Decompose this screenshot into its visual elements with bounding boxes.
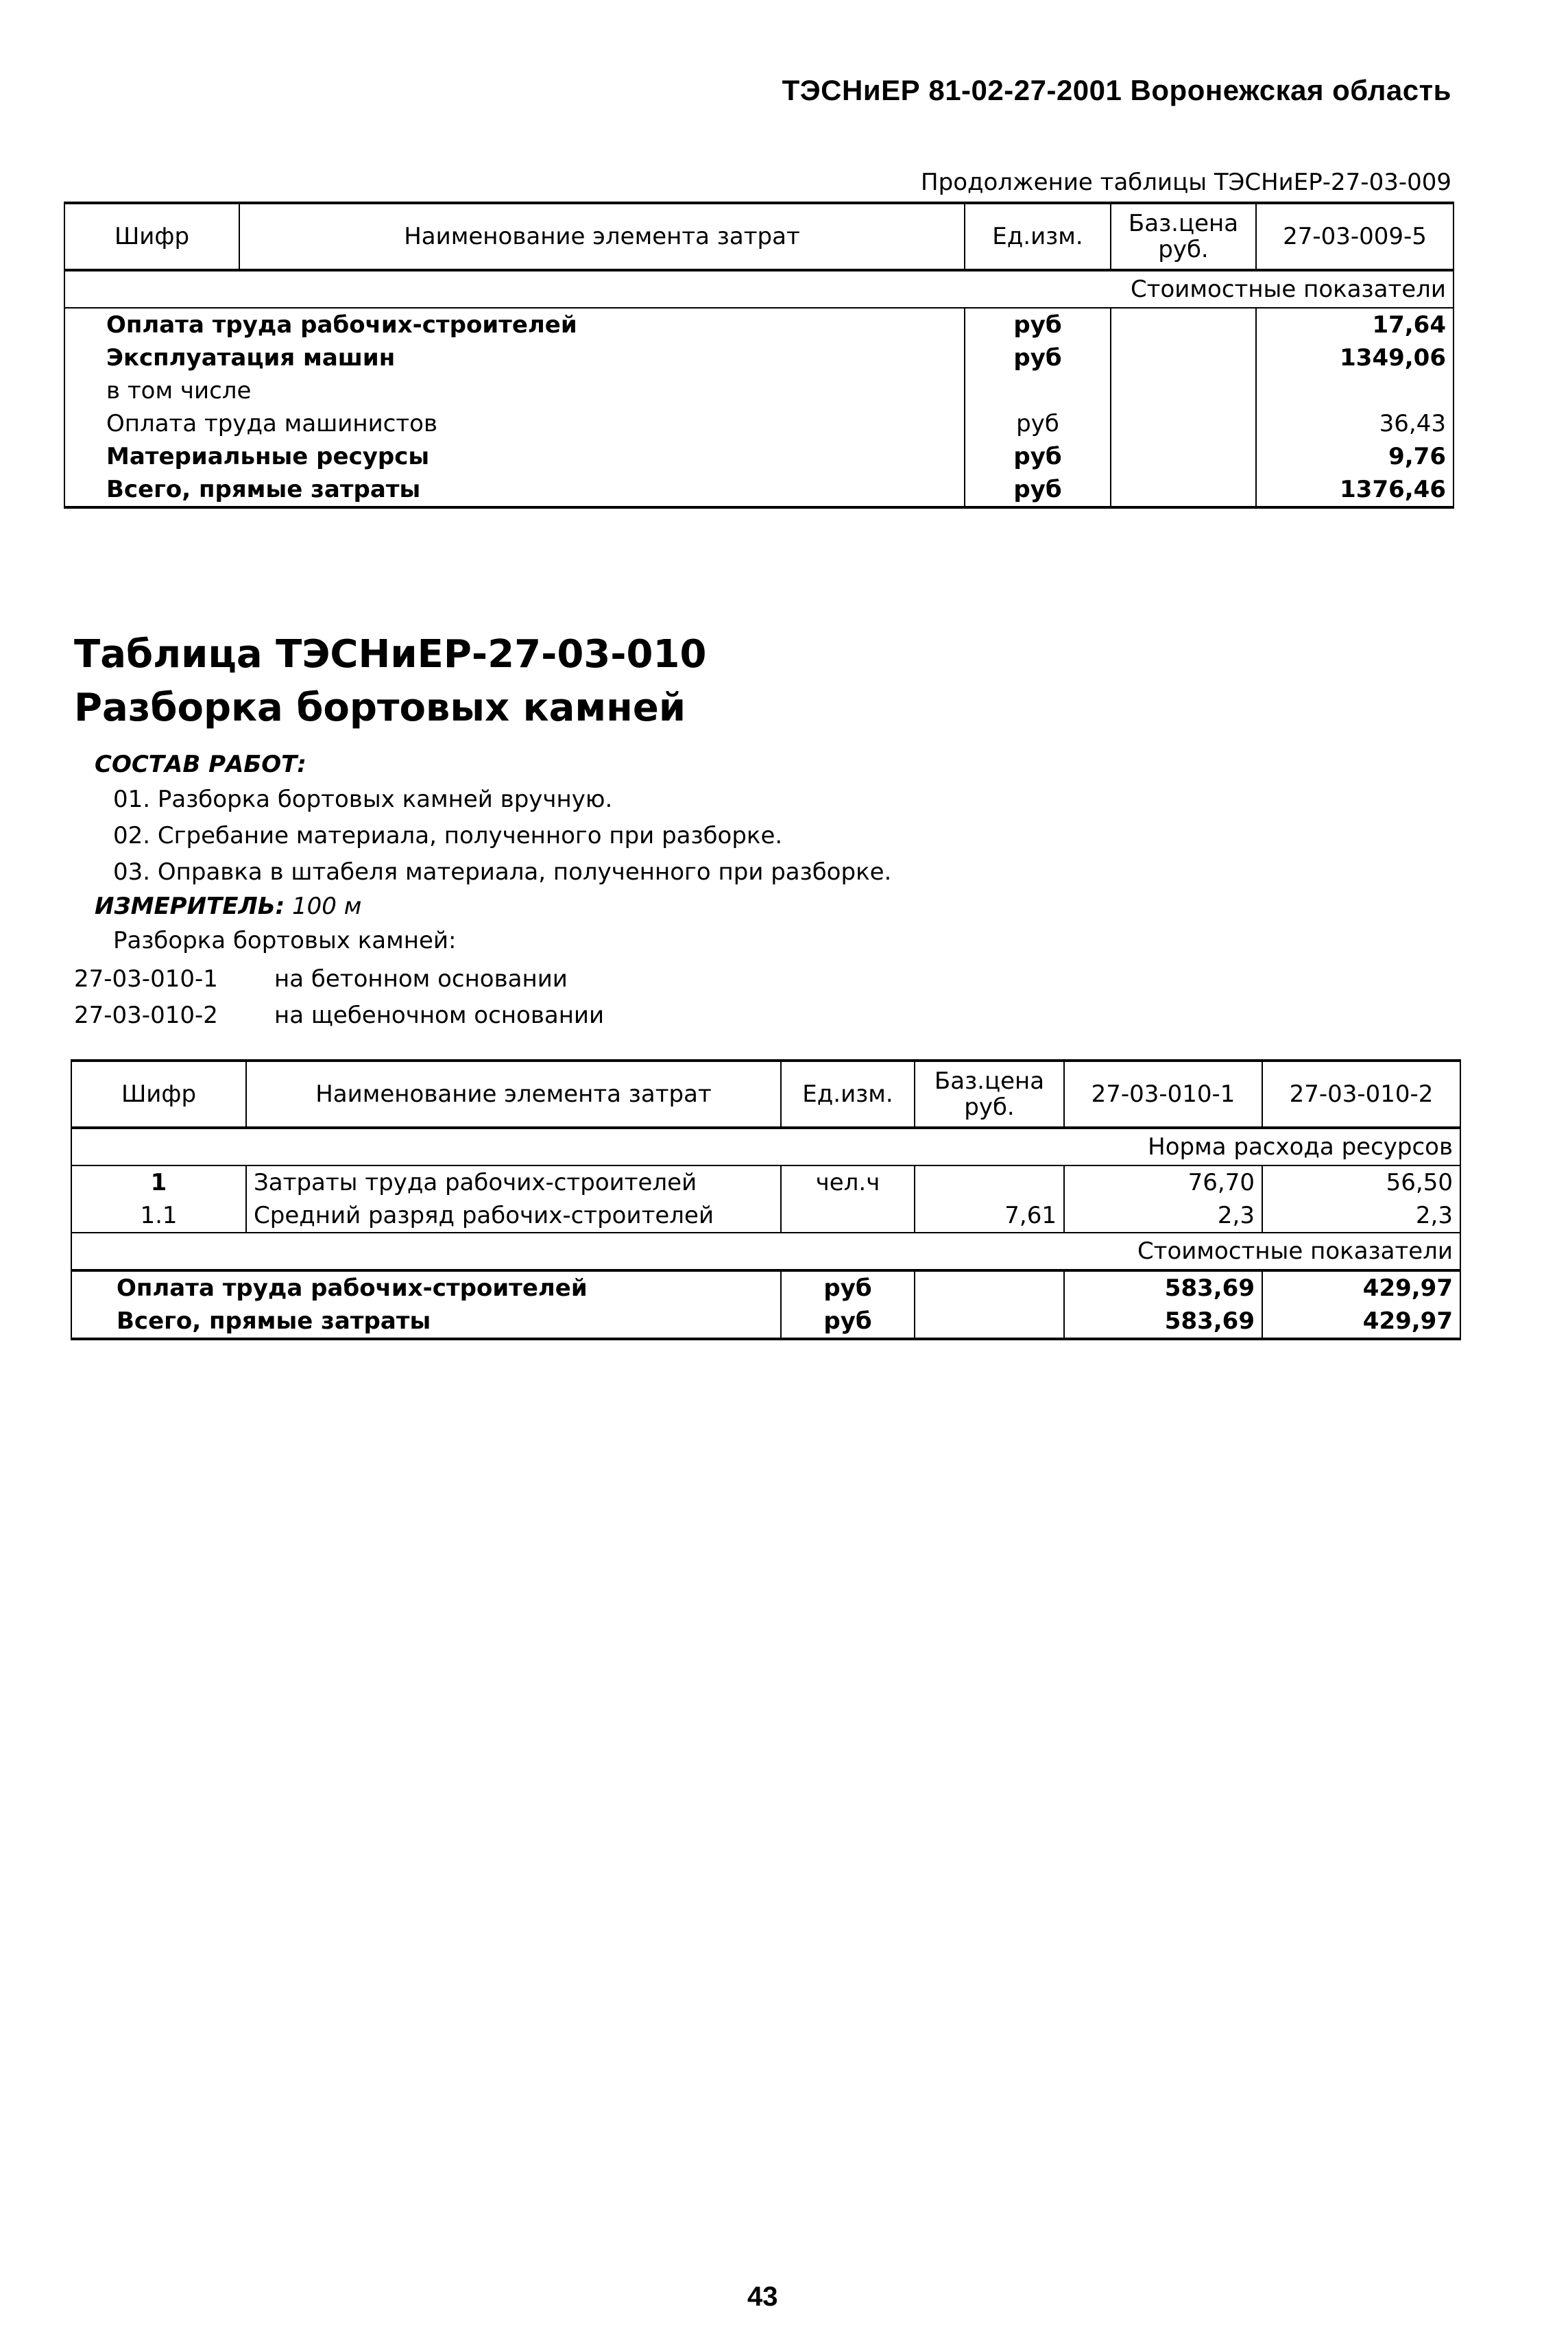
row-unit: руб <box>965 308 1111 341</box>
col-header-unit: Ед.изм. <box>781 1061 915 1128</box>
row-price: 7,61 <box>915 1199 1064 1233</box>
section-row <box>64 270 1454 308</box>
row-name: в том числе <box>64 374 965 407</box>
section-label: Норма расхода ресурсов <box>71 1128 1460 1165</box>
row-unit <box>965 374 1111 407</box>
row-value-2: 2,3 <box>1262 1199 1460 1233</box>
row-unit: руб <box>965 440 1111 473</box>
table-row <box>64 341 1454 374</box>
row-value-2: 429,97 <box>1262 1305 1460 1339</box>
row-price <box>1111 407 1256 440</box>
section-label: Стоимостные показатели <box>71 1233 1460 1270</box>
row-unit <box>781 1199 915 1233</box>
table-row <box>64 473 1454 507</box>
row-price <box>915 1305 1064 1339</box>
row-price <box>1111 308 1256 341</box>
variant-desc: на бетонном основании <box>274 965 568 993</box>
col-header-code: Шифр <box>71 1061 246 1128</box>
row-price <box>1111 341 1256 374</box>
row-name: Материальные ресурсы <box>64 440 965 473</box>
row-name: Оплата труда рабочих-строителей <box>71 1270 781 1305</box>
col-header-code: Шифр <box>64 203 239 270</box>
row-unit: чел.ч <box>781 1165 915 1199</box>
variants-intro: Разборка бортовых камней: <box>113 927 457 954</box>
row-name: Всего, прямые затраты <box>64 473 965 507</box>
row-price <box>915 1270 1064 1305</box>
row-price <box>915 1165 1064 1199</box>
row-unit: руб <box>781 1305 915 1339</box>
work-item: 02. Сгребание материала, полученного при разборке. <box>113 822 783 849</box>
meter-value: 100 м <box>292 893 362 920</box>
col-header-variant: 27-03-009-5 <box>1256 203 1454 270</box>
row-unit: руб <box>965 473 1111 507</box>
row-price <box>1111 374 1256 407</box>
row-value: 1349,06 <box>1256 341 1454 374</box>
col-header-name: Наименование элемента затрат <box>239 203 965 270</box>
table-row <box>64 440 1454 473</box>
works-label: СОСТАВ РАБОТ: <box>95 751 306 778</box>
table-header-row <box>64 203 1454 270</box>
table-row <box>71 1199 1460 1233</box>
table-header-row <box>71 1061 1460 1128</box>
row-code: 1 <box>71 1165 246 1199</box>
table-row <box>71 1305 1460 1339</box>
meter-line <box>95 893 361 920</box>
row-value: 9,76 <box>1256 440 1454 473</box>
row-name: Эксплуатация машин <box>64 341 965 374</box>
row-name: Средний разряд рабочих-строителей <box>246 1199 781 1233</box>
work-item: 03. Оправка в штабеля материала, полученного при разборке. <box>113 858 892 886</box>
row-value-2: 56,50 <box>1262 1165 1460 1199</box>
col-header-variant-2: 27-03-010-2 <box>1262 1061 1460 1128</box>
row-name: Затраты труда рабочих-строителей <box>246 1165 781 1199</box>
section-label: Стоимостные показатели <box>64 270 1454 308</box>
row-unit: руб <box>965 407 1111 440</box>
row-value-1: 583,69 <box>1064 1270 1262 1305</box>
row-unit: руб <box>781 1270 915 1305</box>
work-item: 01. Разборка бортовых камней вручную. <box>113 786 613 813</box>
row-name: Оплата труда машинистов <box>64 407 965 440</box>
col-header-name: Наименование элемента затрат <box>246 1061 781 1128</box>
cost-table-27-03-009 <box>64 202 1454 509</box>
table-subtitle: Разборка бортовых камней <box>74 686 686 730</box>
document-header: ТЭСНиЕР 81-02-27-2001 Воронежская область <box>782 74 1451 106</box>
row-price <box>1111 440 1256 473</box>
row-name: Всего, прямые затраты <box>71 1305 781 1339</box>
works-list <box>113 782 891 891</box>
variant-item <box>74 961 604 998</box>
variants-list <box>74 961 604 1034</box>
table-row <box>64 374 1454 407</box>
row-value-1: 2,3 <box>1064 1199 1262 1233</box>
table-title: Таблица ТЭСНиЕР-27-03-010 <box>74 632 707 677</box>
row-unit: руб <box>965 341 1111 374</box>
row-value-1: 583,69 <box>1064 1305 1262 1339</box>
variant-code: 27-03-010-2 <box>74 1002 218 1029</box>
row-value <box>1256 374 1454 407</box>
col-header-variant-1: 27-03-010-1 <box>1064 1061 1262 1128</box>
cost-table-27-03-010 <box>71 1059 1461 1340</box>
row-value: 1376,46 <box>1256 473 1454 507</box>
col-header-base-price: Баз.цена руб. <box>915 1061 1064 1128</box>
row-value-2: 429,97 <box>1262 1270 1460 1305</box>
section-row <box>71 1233 1460 1270</box>
row-value-1: 76,70 <box>1064 1165 1262 1199</box>
section-row <box>71 1128 1460 1165</box>
row-value: 17,64 <box>1256 308 1454 341</box>
variant-item <box>74 998 604 1034</box>
row-price <box>1111 473 1256 507</box>
table-row <box>71 1165 1460 1199</box>
table-row <box>64 407 1454 440</box>
col-header-unit: Ед.изм. <box>965 203 1111 270</box>
page-number: 43 <box>747 2282 778 2312</box>
row-name: Оплата труда рабочих-строителей <box>64 308 965 341</box>
row-code: 1.1 <box>71 1199 246 1233</box>
table-row <box>71 1270 1460 1305</box>
row-value: 36,43 <box>1256 407 1454 440</box>
table-row <box>64 308 1454 341</box>
meter-label: ИЗМЕРИТЕЛЬ: <box>95 893 285 920</box>
table-continuation-label: Продолжение таблицы ТЭСНиЕР-27-03-009 <box>921 169 1451 196</box>
variant-desc: на щебеночном основании <box>274 1002 605 1029</box>
variant-code: 27-03-010-1 <box>74 965 218 993</box>
col-header-base-price: Баз.цена руб. <box>1111 203 1256 270</box>
